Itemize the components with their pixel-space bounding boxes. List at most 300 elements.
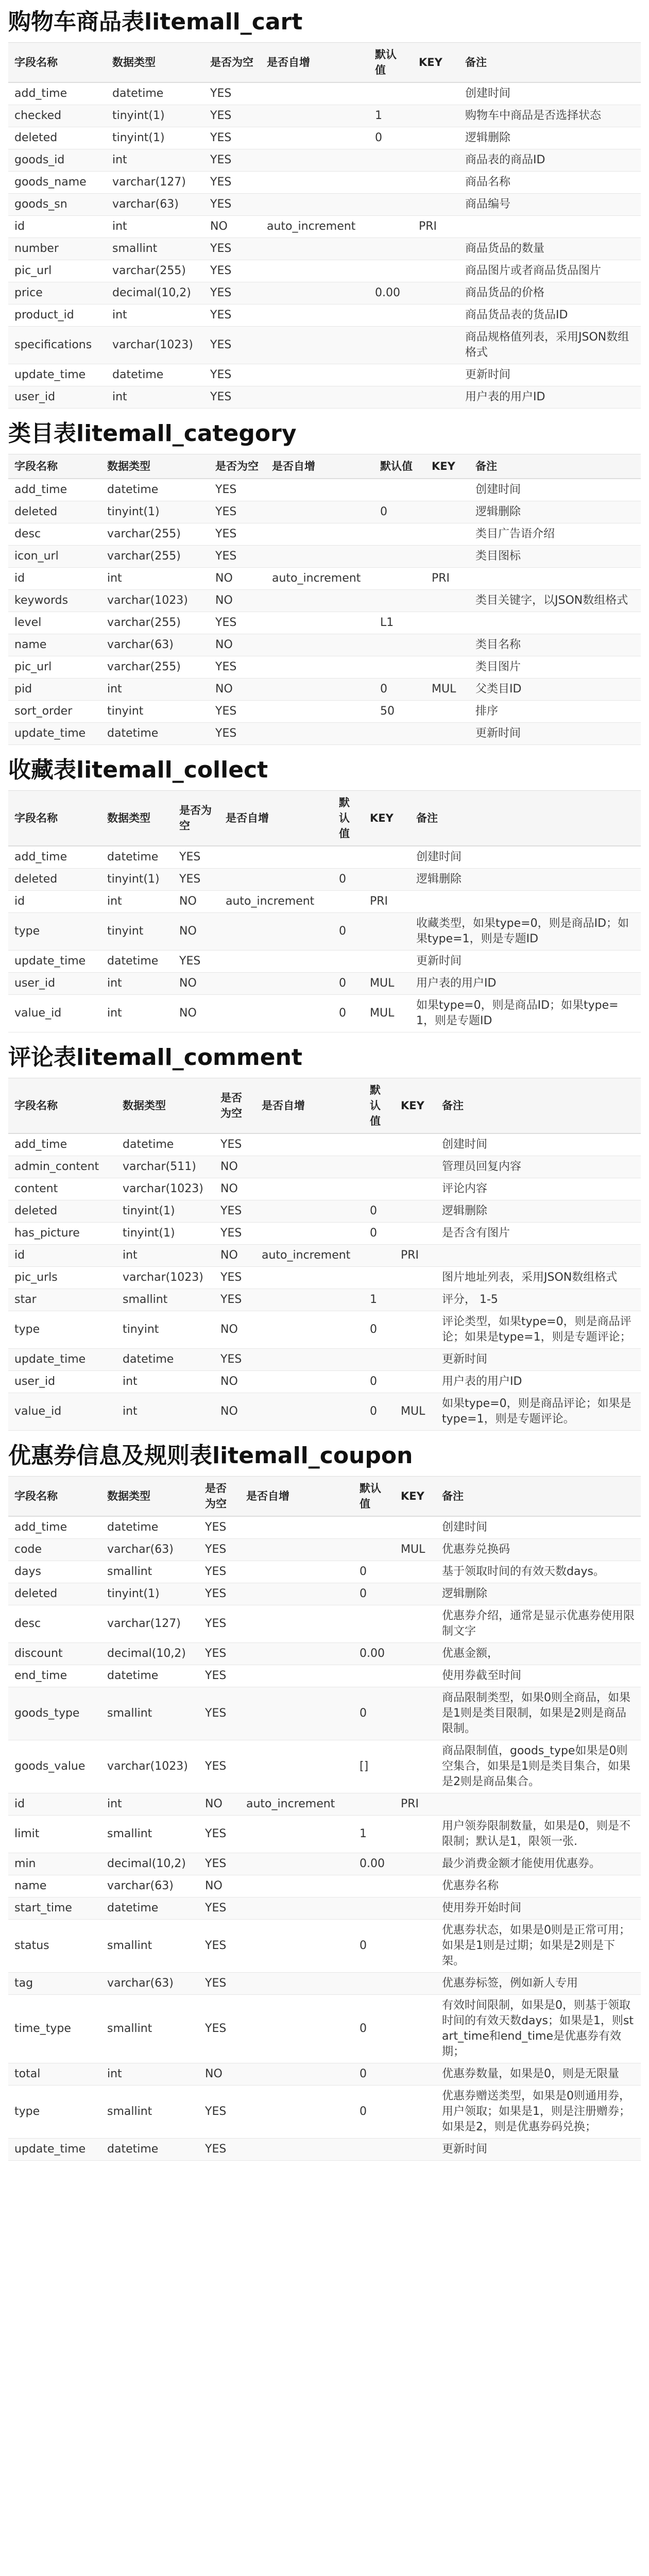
key-cell	[395, 1973, 436, 1995]
column-header: 是否自增	[240, 1477, 353, 1516]
table-row	[8, 846, 641, 869]
nullable-cell: NO	[209, 590, 266, 612]
nullable-cell: YES	[209, 523, 266, 546]
table-row	[8, 679, 641, 701]
key-cell	[395, 1665, 436, 1687]
section-title: 购物车商品表litemall_cart	[8, 9, 303, 35]
field-name-cell: status	[8, 1920, 101, 1973]
auto-increment-cell	[261, 304, 369, 327]
nullable-cell: YES	[173, 846, 219, 869]
table-row	[8, 1349, 641, 1371]
default-value-cell: 0.00	[369, 282, 413, 304]
field-name-cell: name	[8, 1875, 101, 1897]
field-name-cell: level	[8, 612, 101, 634]
key-cell	[364, 913, 410, 951]
key-cell	[395, 1920, 436, 1973]
key-cell	[395, 1687, 436, 1740]
auto-increment-cell	[240, 1643, 353, 1665]
table-row	[8, 1289, 641, 1311]
field-name-cell: id	[8, 568, 101, 590]
data-type-cell: tinyint	[101, 913, 173, 951]
table-row	[8, 1223, 641, 1245]
key-cell	[395, 2086, 436, 2139]
table-header	[8, 791, 641, 846]
document-page	[0, 8, 649, 2161]
table-row	[8, 105, 641, 127]
header-row	[8, 454, 641, 479]
table-row	[8, 1200, 641, 1223]
table-row	[8, 1853, 641, 1875]
default-value-cell	[353, 1539, 395, 1561]
schema-table	[8, 454, 641, 745]
data-type-cell: datetime	[101, 951, 173, 973]
field-name-cell: sort_order	[8, 701, 101, 723]
nullable-cell: NO	[173, 995, 219, 1032]
comment-cell: 类目名称	[469, 634, 641, 656]
comment-cell: 最少消费金额才能使用优惠券。	[436, 1853, 641, 1875]
key-cell: PRI	[425, 568, 469, 590]
default-value-cell	[353, 2139, 395, 2161]
nullable-cell: YES	[199, 1583, 240, 1605]
comment-cell	[469, 568, 641, 590]
auto-increment-cell	[240, 1875, 353, 1897]
column-header: 字段名称	[8, 1477, 101, 1516]
comment-cell: 优惠券数量，如果是0，则是无限量	[436, 2063, 641, 2086]
default-value-cell	[369, 304, 413, 327]
auto-increment-cell	[266, 656, 374, 679]
default-value-cell	[364, 1156, 395, 1178]
table-section-category	[8, 420, 641, 745]
field-name-cell: tag	[8, 1973, 101, 1995]
auto-increment-cell	[240, 1665, 353, 1687]
comment-cell: 优惠券赠送类型，如果是0则通用券，用户领取；如果是1，则是注册赠券；如果是2，则是优惠券码兑换；	[436, 2086, 641, 2139]
table-row	[8, 913, 641, 951]
field-name-cell: id	[8, 891, 101, 913]
default-value-cell: 0	[369, 127, 413, 149]
nullable-cell: YES	[204, 82, 261, 105]
comment-cell: 商品图片或者商品货品图片	[459, 260, 641, 282]
nullable-cell: NO	[173, 973, 219, 995]
table-row	[8, 951, 641, 973]
key-cell	[395, 1740, 436, 1793]
default-value-cell	[374, 479, 425, 501]
auto-increment-cell	[255, 1133, 364, 1156]
nullable-cell: YES	[209, 701, 266, 723]
table-row	[8, 82, 641, 105]
key-cell	[395, 1643, 436, 1665]
default-value-cell	[364, 1133, 395, 1156]
table-row	[8, 2086, 641, 2139]
nullable-cell: YES	[214, 1349, 255, 1371]
header-row	[8, 791, 641, 846]
nullable-cell: YES	[204, 304, 261, 327]
key-cell	[425, 523, 469, 546]
key-cell	[395, 1156, 436, 1178]
nullable-cell: NO	[209, 568, 266, 590]
field-name-cell: desc	[8, 1605, 101, 1643]
key-cell	[425, 656, 469, 679]
table-row	[8, 1539, 641, 1561]
key-cell	[413, 172, 459, 194]
field-name-cell: pic_url	[8, 260, 106, 282]
field-name-cell: update_time	[8, 1349, 116, 1371]
auto-increment-cell	[240, 1516, 353, 1539]
default-value-cell	[374, 568, 425, 590]
nullable-cell: YES	[209, 479, 266, 501]
key-cell	[395, 1289, 436, 1311]
table-row	[8, 1995, 641, 2063]
field-name-cell: specifications	[8, 327, 106, 364]
data-type-cell: smallint	[101, 1995, 199, 2063]
data-type-cell: datetime	[101, 723, 209, 745]
column-header: 数据类型	[116, 1078, 214, 1133]
table-row	[8, 1245, 641, 1267]
data-type-cell: datetime	[106, 82, 204, 105]
table-row	[8, 523, 641, 546]
data-type-cell: smallint	[101, 1920, 199, 1973]
key-cell	[413, 238, 459, 260]
key-cell	[395, 1583, 436, 1605]
schema-table	[8, 1078, 641, 1431]
section-title: 类目表litemall_category	[8, 420, 297, 447]
comment-cell: 逻辑删除	[436, 1200, 641, 1223]
table-row	[8, 701, 641, 723]
data-type-cell: int	[101, 2063, 199, 2086]
auto-increment-cell	[266, 723, 374, 745]
comment-cell: 更新时间	[459, 364, 641, 386]
default-value-cell: 0	[364, 1200, 395, 1223]
data-type-cell: datetime	[101, 1516, 199, 1539]
field-name-cell: total	[8, 2063, 101, 2086]
default-value-cell: 0	[374, 501, 425, 523]
comment-cell: 管理员回复内容	[436, 1156, 641, 1178]
data-type-cell: varchar(1023)	[101, 590, 209, 612]
key-cell	[413, 194, 459, 216]
table-row	[8, 127, 641, 149]
key-cell: MUL	[364, 995, 410, 1032]
table-row	[8, 568, 641, 590]
field-name-cell: user_id	[8, 973, 101, 995]
data-type-cell: decimal(10,2)	[101, 1643, 199, 1665]
data-type-cell: varchar(63)	[101, 1973, 199, 1995]
header-row	[8, 1078, 641, 1133]
key-cell	[413, 127, 459, 149]
field-name-cell: number	[8, 238, 106, 260]
section-title: 收藏表litemall_collect	[8, 757, 268, 783]
data-type-cell: smallint	[101, 1561, 199, 1583]
key-cell	[395, 1897, 436, 1920]
field-name-cell: goods_name	[8, 172, 106, 194]
default-value-cell	[364, 1245, 395, 1267]
key-cell	[395, 1875, 436, 1897]
field-name-cell: type	[8, 2086, 101, 2139]
table-row	[8, 1371, 641, 1393]
field-name-cell: price	[8, 282, 106, 304]
comment-cell: 用户表的用户ID	[459, 386, 641, 409]
nullable-cell: YES	[199, 1665, 240, 1687]
auto-increment-cell	[240, 1740, 353, 1793]
data-type-cell: int	[106, 304, 204, 327]
auto-increment-cell	[261, 127, 369, 149]
key-cell	[413, 82, 459, 105]
nullable-cell: YES	[199, 1973, 240, 1995]
comment-cell: 优惠券兑换码	[436, 1539, 641, 1561]
auto-increment-cell	[240, 1583, 353, 1605]
auto-increment-cell	[255, 1223, 364, 1245]
field-name-cell: update_time	[8, 951, 101, 973]
default-value-cell	[353, 1793, 395, 1816]
field-name-cell: content	[8, 1178, 116, 1200]
comment-cell: 商品限制类型，如果0则全商品，如果是1则是类目限制，如果是2则是商品限制。	[436, 1687, 641, 1740]
comment-cell	[410, 891, 641, 913]
field-name-cell: limit	[8, 1816, 101, 1853]
comment-cell: 创建时间	[459, 82, 641, 105]
key-cell	[364, 951, 410, 973]
column-header: 是否为空	[209, 454, 266, 479]
auto-increment-cell	[266, 546, 374, 568]
auto-increment-cell: auto_increment	[255, 1245, 364, 1267]
data-type-cell: smallint	[106, 238, 204, 260]
column-header: 是否为空	[173, 791, 219, 846]
column-header: 数据类型	[106, 43, 204, 82]
header-row	[8, 43, 641, 82]
table-row	[8, 282, 641, 304]
data-type-cell: int	[116, 1371, 214, 1393]
field-name-cell: discount	[8, 1643, 101, 1665]
comment-cell: 类目关键字，以JSON数组格式	[469, 590, 641, 612]
data-type-cell: decimal(10,2)	[106, 282, 204, 304]
field-name-cell: goods_value	[8, 1740, 101, 1793]
field-name-cell: add_time	[8, 479, 101, 501]
comment-cell: 使用券开始时间	[436, 1897, 641, 1920]
nullable-cell: YES	[209, 723, 266, 745]
nullable-cell: YES	[199, 1995, 240, 2063]
schema-table	[8, 1477, 641, 2161]
default-value-cell: 1	[364, 1289, 395, 1311]
nullable-cell: YES	[199, 1643, 240, 1665]
default-value-cell: 0	[333, 913, 364, 951]
data-type-cell: int	[101, 995, 173, 1032]
auto-increment-cell	[219, 869, 333, 891]
nullable-cell: YES	[204, 282, 261, 304]
key-cell	[395, 1816, 436, 1853]
table-row	[8, 612, 641, 634]
data-type-cell: tinyint	[116, 1311, 214, 1349]
header-row	[8, 1477, 641, 1516]
auto-increment-cell	[240, 1561, 353, 1583]
table-row	[8, 723, 641, 745]
data-type-cell: smallint	[101, 2086, 199, 2139]
comment-cell: 排序	[469, 701, 641, 723]
field-name-cell: type	[8, 1311, 116, 1349]
table-body	[8, 479, 641, 745]
key-cell	[425, 590, 469, 612]
field-name-cell: deleted	[8, 1200, 116, 1223]
default-value-cell	[353, 1665, 395, 1687]
key-cell	[413, 304, 459, 327]
comment-cell: 图片地址列表，采用JSON数组格式	[436, 1267, 641, 1289]
table-row	[8, 386, 641, 409]
comment-cell: 逻辑删除	[410, 869, 641, 891]
comment-cell: 如果type=0，则是商品ID；如果type=1，则是专题ID	[410, 995, 641, 1032]
nullable-cell: YES	[204, 327, 261, 364]
nullable-cell: YES	[214, 1200, 255, 1223]
comment-cell: 评论类型，如果type=0，则是商品评论；如果是type=1，则是专题评论；	[436, 1311, 641, 1349]
nullable-cell: NO	[214, 1178, 255, 1200]
key-cell	[364, 869, 410, 891]
auto-increment-cell	[266, 523, 374, 546]
key-cell	[413, 149, 459, 172]
table-row	[8, 1561, 641, 1583]
auto-increment-cell	[255, 1371, 364, 1393]
nullable-cell: YES	[204, 194, 261, 216]
data-type-cell: varchar(127)	[101, 1605, 199, 1643]
data-type-cell: varchar(1023)	[116, 1178, 214, 1200]
field-name-cell: icon_url	[8, 546, 101, 568]
nullable-cell: YES	[214, 1133, 255, 1156]
field-name-cell: checked	[8, 105, 106, 127]
data-type-cell: smallint	[116, 1289, 214, 1311]
auto-increment-cell	[266, 634, 374, 656]
table-row	[8, 1740, 641, 1793]
column-header: 是否自增	[261, 43, 369, 82]
key-cell	[425, 634, 469, 656]
nullable-cell: YES	[199, 1539, 240, 1561]
auto-increment-cell	[240, 2139, 353, 2161]
data-type-cell: varchar(1023)	[116, 1267, 214, 1289]
key-cell	[425, 479, 469, 501]
table-row	[8, 501, 641, 523]
key-cell	[395, 1605, 436, 1643]
default-value-cell	[353, 1973, 395, 1995]
default-value-cell: 0	[364, 1223, 395, 1245]
default-value-cell: []	[353, 1740, 395, 1793]
auto-increment-cell	[255, 1311, 364, 1349]
table-row	[8, 1875, 641, 1897]
comment-cell: 购物车中商品是否选择状态	[459, 105, 641, 127]
table-row	[8, 172, 641, 194]
table-section-comment	[8, 1044, 641, 1431]
key-cell	[425, 612, 469, 634]
data-type-cell: int	[101, 891, 173, 913]
data-type-cell: smallint	[101, 1687, 199, 1740]
column-header: 是否为空	[204, 43, 261, 82]
comment-cell	[436, 1793, 641, 1816]
data-type-cell: datetime	[116, 1349, 214, 1371]
table-row	[8, 891, 641, 913]
table-row	[8, 1897, 641, 1920]
auto-increment-cell	[240, 1687, 353, 1740]
default-value-cell	[374, 590, 425, 612]
data-type-cell: varchar(255)	[101, 523, 209, 546]
comment-cell: 类目广告语介绍	[469, 523, 641, 546]
field-name-cell: deleted	[8, 127, 106, 149]
data-type-cell: varchar(511)	[116, 1156, 214, 1178]
table-body	[8, 846, 641, 1032]
comment-cell: 创建时间	[436, 1516, 641, 1539]
key-cell: PRI	[395, 1245, 436, 1267]
nullable-cell: YES	[204, 260, 261, 282]
default-value-cell: 1	[353, 1816, 395, 1853]
table-header	[8, 1477, 641, 1516]
field-name-cell: product_id	[8, 304, 106, 327]
default-value-cell	[369, 364, 413, 386]
auto-increment-cell	[261, 260, 369, 282]
table-row	[8, 973, 641, 995]
default-value-cell: 0	[374, 679, 425, 701]
auto-increment-cell	[240, 1973, 353, 1995]
comment-cell: 优惠券名称	[436, 1875, 641, 1897]
field-name-cell: deleted	[8, 1583, 101, 1605]
table-body	[8, 1516, 641, 2161]
nullable-cell: YES	[204, 364, 261, 386]
nullable-cell: YES	[199, 1516, 240, 1539]
table-row	[8, 1816, 641, 1853]
column-header: 是否自增	[266, 454, 374, 479]
key-cell	[395, 1561, 436, 1583]
field-name-cell: desc	[8, 523, 101, 546]
key-cell	[364, 846, 410, 869]
nullable-cell: YES	[199, 1853, 240, 1875]
default-value-cell	[369, 386, 413, 409]
default-value-cell	[353, 1516, 395, 1539]
nullable-cell: NO	[173, 913, 219, 951]
column-header: KEY	[413, 43, 459, 82]
default-value-cell: 0	[353, 1995, 395, 2063]
field-name-cell: id	[8, 1793, 101, 1816]
key-cell	[413, 282, 459, 304]
field-name-cell: start_time	[8, 1897, 101, 1920]
table-row	[8, 1643, 641, 1665]
table-body	[8, 1133, 641, 1431]
data-type-cell: int	[101, 973, 173, 995]
nullable-cell: NO	[214, 1156, 255, 1178]
field-name-cell: update_time	[8, 2139, 101, 2161]
nullable-cell: YES	[199, 1605, 240, 1643]
auto-increment-cell: auto_increment	[219, 891, 333, 913]
table-row	[8, 149, 641, 172]
auto-increment-cell	[240, 1816, 353, 1853]
table-row	[8, 634, 641, 656]
column-header: 默认值	[369, 43, 413, 82]
comment-cell: 有效时间限制，如果是0，则基于领取时间的有效天数days；如果是1，则start_time和end_time是优惠券有效期；	[436, 1995, 641, 2063]
auto-increment-cell	[255, 1178, 364, 1200]
auto-increment-cell	[219, 913, 333, 951]
auto-increment-cell	[255, 1200, 364, 1223]
default-value-cell	[374, 546, 425, 568]
comment-cell: 商品限制值，goods_type如果是0则空集合，如果是1则是类目集合，如果是2则是商品集合。	[436, 1740, 641, 1793]
default-value-cell	[369, 82, 413, 105]
nullable-cell: NO	[173, 891, 219, 913]
key-cell: PRI	[364, 891, 410, 913]
default-value-cell: 0.00	[353, 1853, 395, 1875]
default-value-cell	[369, 172, 413, 194]
field-name-cell: add_time	[8, 1133, 116, 1156]
column-header: 是否自增	[219, 791, 333, 846]
auto-increment-cell	[266, 501, 374, 523]
table-row	[8, 304, 641, 327]
comment-cell: 用户领券限制数量，如果是0，则是不限制；默认是1，限领一张.	[436, 1816, 641, 1853]
nullable-cell: YES	[173, 869, 219, 891]
column-header: 是否自增	[255, 1078, 364, 1133]
auto-increment-cell	[261, 238, 369, 260]
table-row	[8, 1687, 641, 1740]
table-row	[8, 869, 641, 891]
nullable-cell: YES	[214, 1267, 255, 1289]
default-value-cell: 0	[353, 1583, 395, 1605]
key-cell	[395, 1853, 436, 1875]
auto-increment-cell	[261, 386, 369, 409]
